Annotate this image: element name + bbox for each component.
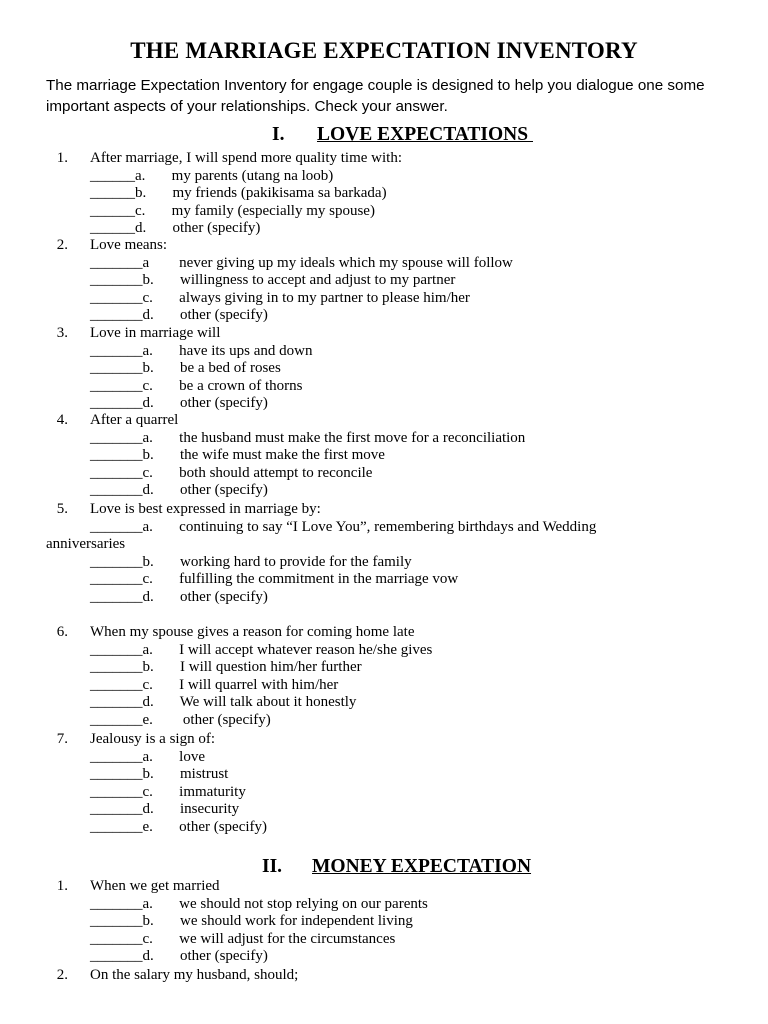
question-number: 1. xyxy=(56,150,68,166)
answer-option[interactable]: _______d. other (specify) xyxy=(90,307,268,323)
answer-option[interactable]: _______a. I will accept whatever reason he/she gives xyxy=(90,641,433,658)
section-name: MONEY EXPECTATION xyxy=(312,856,532,877)
question-text: Love is best expressed in marriage by: xyxy=(90,501,321,517)
answer-option[interactable]: _______d. other (specify) xyxy=(90,948,268,964)
answer-option[interactable]: _______d. insecurity xyxy=(90,801,240,817)
answer-option[interactable]: _______b. willingness to accept and adjust to my partner xyxy=(90,272,456,288)
answer-option[interactable]: _______b. working hard to provide for the family xyxy=(90,553,412,570)
answer-option[interactable]: _______c. always giving in to my partner to please him/her xyxy=(90,289,470,306)
answer-option[interactable]: _______b. be a bed of roses xyxy=(90,360,281,376)
question-text: Jealousy is a sign of: xyxy=(90,731,215,747)
answer-option[interactable]: _______c. I will quarrel with him/her xyxy=(90,676,339,693)
question-number: 3. xyxy=(56,325,68,341)
question-text: After marriage, I will spend more quality time with: xyxy=(90,150,402,166)
answer-option[interactable]: ______a. my parents (utang na loob) xyxy=(90,167,334,184)
answer-option[interactable]: _______d. other (specify) xyxy=(90,588,268,605)
question-number: 5. xyxy=(56,501,68,517)
answer-option[interactable]: _______b. mistrust xyxy=(90,766,229,782)
answer-option[interactable]: _______e. other (specify) xyxy=(90,711,271,728)
answer-option[interactable]: _______a. have its ups and down xyxy=(90,342,313,359)
document-title: THE MARRIAGE EXPECTATION INVENTORY xyxy=(130,38,638,63)
answer-option[interactable]: _______c. fulfilling the commitment in the marriage vow xyxy=(90,571,459,587)
answer-option[interactable]: _______c. both should attempt to reconcile xyxy=(90,464,373,481)
answer-option[interactable]: ______b. my friends (pakikisama sa barkada) xyxy=(90,185,387,201)
answer-option[interactable]: _______d. other (specify) xyxy=(90,395,268,411)
section-numeral: II. xyxy=(262,856,283,877)
answer-option[interactable]: _______d. other (specify) xyxy=(90,482,268,498)
answer-option[interactable]: _______c. be a crown of thorns xyxy=(90,377,303,394)
question-text: When we get married xyxy=(90,878,220,894)
option-continuation: anniversaries xyxy=(46,536,126,552)
question-number: 1. xyxy=(56,878,68,894)
answer-option[interactable]: ______c. my family (especially my spouse) xyxy=(90,202,375,219)
intro-paragraph: The marriage Expectation Inventory for engage couple is designed to help you dialogue one some important aspects of your relationships. Check your answer. xyxy=(46,77,705,115)
question-text: When my spouse gives a reason for coming home late xyxy=(90,624,415,640)
answer-option[interactable]: _______b. I will question him/her further xyxy=(90,659,362,675)
question-text: After a quarrel xyxy=(90,412,179,428)
section-numeral: I. xyxy=(272,124,285,145)
answer-option[interactable]: _______a. the husband must make the first move for a reconciliation xyxy=(90,429,526,446)
question-text: Love in marriage will xyxy=(90,325,221,341)
question-number: 7. xyxy=(56,731,68,747)
answer-option[interactable]: _______b. we should work for independent living xyxy=(90,913,413,929)
question-number: 2. xyxy=(56,237,68,253)
section-heading-money xyxy=(262,856,532,878)
answer-option[interactable]: ______d. other (specify) xyxy=(90,220,261,236)
answer-option[interactable]: _______d. We will talk about it honestly xyxy=(90,694,357,710)
answer-option[interactable]: _______a never giving up my ideals which my spouse will follow xyxy=(90,254,513,271)
answer-option[interactable]: _______e. other (specify) xyxy=(90,818,268,835)
answer-option[interactable]: _______a. continuing to say “I Love You”, remembering birthdays and Wedding xyxy=(90,518,597,535)
question-text: On the salary my husband, should; xyxy=(90,967,299,983)
question-number: 6. xyxy=(56,624,68,640)
question-number: 2. xyxy=(56,967,68,983)
answer-option[interactable]: _______c. immaturity xyxy=(90,783,246,800)
question-number: 4. xyxy=(56,412,68,428)
answer-option[interactable]: _______a. love xyxy=(90,748,205,765)
question-text: Love means: xyxy=(90,237,168,253)
section-heading-love xyxy=(272,124,533,146)
answer-option[interactable]: _______a. we should not stop relying on our parents xyxy=(90,895,428,912)
answer-option[interactable]: _______c. we will adjust for the circumstances xyxy=(90,930,396,947)
section-name: LOVE EXPECTATIONS xyxy=(317,124,533,145)
answer-option[interactable]: _______b. the wife must make the first move xyxy=(90,447,385,463)
